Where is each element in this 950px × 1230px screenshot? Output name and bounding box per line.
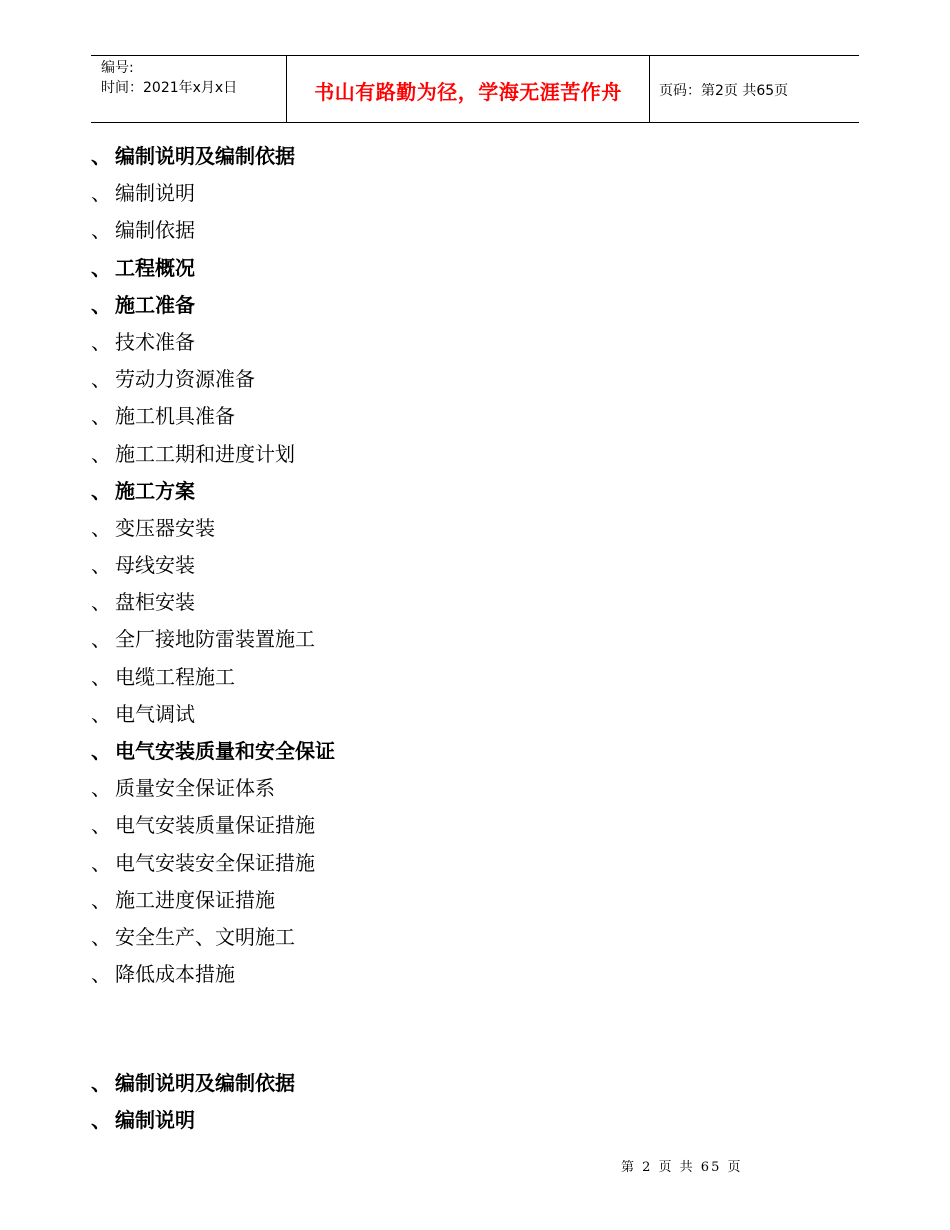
toc-item <box>91 510 335 547</box>
header-meta <box>101 58 237 98</box>
toc-item <box>91 473 335 510</box>
list-separator: 、 <box>91 590 111 615</box>
toc-item-text: 编制说明 <box>115 181 195 206</box>
list-separator: 、 <box>91 441 111 466</box>
section-heading <box>91 1102 295 1139</box>
toc-item <box>91 547 335 584</box>
toc-item <box>91 733 335 770</box>
toc-item-text: 施工方案 <box>115 478 195 503</box>
toc-item-text: 施工机具准备 <box>115 404 235 429</box>
list-separator: 、 <box>91 292 111 317</box>
toc-item <box>91 659 335 696</box>
page-footer: 第 2 页 共 65 页 <box>621 1160 743 1175</box>
list-separator: 、 <box>91 218 111 243</box>
number-label: 编号: <box>101 60 134 76</box>
toc-item-text: 电气调试 <box>115 701 195 726</box>
header-page-info: 页码：第2页 共65页 <box>659 83 789 99</box>
list-separator: 、 <box>91 255 111 280</box>
toc-item <box>91 250 335 287</box>
toc-item <box>91 138 335 175</box>
section-heading-text: 编制说明及编制依据 <box>115 1071 295 1095</box>
toc-item <box>91 956 335 993</box>
list-separator: 、 <box>91 515 111 540</box>
toc-item <box>91 621 335 658</box>
toc-item <box>91 287 335 324</box>
list-separator: 、 <box>91 144 111 168</box>
toc-item-text: 电气安装安全保证措施 <box>115 850 315 875</box>
toc-item <box>91 770 335 807</box>
header-motto: 书山有路勤为径，学海无涯苦作舟 <box>314 80 622 104</box>
body-headings <box>91 1065 295 1139</box>
list-separator: 、 <box>91 627 111 652</box>
table-of-contents <box>91 138 335 993</box>
list-separator: 、 <box>91 813 111 838</box>
toc-item <box>91 212 335 249</box>
toc-item-text: 质量安全保证体系 <box>115 776 275 801</box>
toc-item-text: 工程概况 <box>115 255 195 280</box>
section-heading-text: 编制说明 <box>115 1108 195 1133</box>
toc-item <box>91 845 335 882</box>
time-label: 时间：2021年x月x日 <box>101 80 238 96</box>
list-separator: 、 <box>91 553 111 578</box>
document-header <box>91 55 859 123</box>
toc-item <box>91 175 335 212</box>
toc-item-text: 母线安装 <box>115 553 195 578</box>
list-separator: 、 <box>91 739 111 763</box>
list-separator: 、 <box>91 367 111 392</box>
list-separator: 、 <box>91 181 111 206</box>
toc-item <box>91 807 335 844</box>
list-separator: 、 <box>91 1071 111 1095</box>
list-separator: 、 <box>91 850 111 875</box>
toc-item-text: 安全生产、文明施工 <box>115 924 295 949</box>
toc-item-text: 变压器安装 <box>115 515 215 540</box>
list-separator: 、 <box>91 478 111 503</box>
list-separator: 、 <box>91 962 111 987</box>
toc-item-text: 盘柜安装 <box>115 590 195 615</box>
toc-item <box>91 584 335 621</box>
toc-item-text: 施工工期和进度计划 <box>115 441 295 466</box>
list-separator: 、 <box>91 887 111 912</box>
toc-item-text: 全厂接地防雷装置施工 <box>115 627 315 652</box>
toc-item-text: 劳动力资源准备 <box>115 367 255 392</box>
list-separator: 、 <box>91 776 111 801</box>
toc-item-text: 编制说明及编制依据 <box>115 144 295 168</box>
toc-item <box>91 919 335 956</box>
toc-item <box>91 361 335 398</box>
header-divider <box>649 56 650 122</box>
section-heading <box>91 1065 295 1102</box>
list-separator: 、 <box>91 1108 111 1133</box>
toc-item <box>91 436 335 473</box>
list-separator: 、 <box>91 664 111 689</box>
list-separator: 、 <box>91 404 111 429</box>
list-separator: 、 <box>91 701 111 726</box>
toc-item-text: 电气安装质量保证措施 <box>115 813 315 838</box>
list-separator: 、 <box>91 924 111 949</box>
toc-item-text: 编制依据 <box>115 218 195 243</box>
toc-item <box>91 696 335 733</box>
toc-item <box>91 324 335 361</box>
toc-item-text: 施工准备 <box>115 292 195 317</box>
toc-item <box>91 882 335 919</box>
toc-item-text: 施工进度保证措施 <box>115 887 275 912</box>
toc-item-text: 降低成本措施 <box>115 962 235 987</box>
list-separator: 、 <box>91 329 111 354</box>
toc-item-text: 技术准备 <box>115 329 195 354</box>
toc-item-text: 电气安装质量和安全保证 <box>115 739 335 763</box>
toc-item-text: 电缆工程施工 <box>115 664 235 689</box>
toc-item <box>91 398 335 435</box>
